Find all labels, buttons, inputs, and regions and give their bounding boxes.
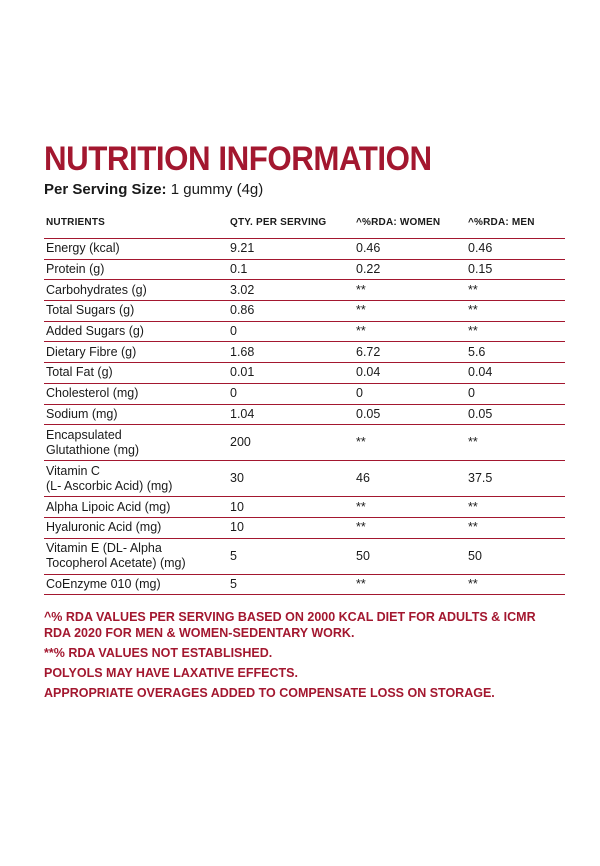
cell-nutrient: Added Sugars (g) <box>44 321 230 342</box>
header-nutrients: NUTRIENTS <box>44 214 230 239</box>
page-title: NUTRITION INFORMATION <box>44 140 432 178</box>
cell-rda-men: ** <box>468 321 565 342</box>
serving-size <box>44 180 564 200</box>
cell-qty: 3.02 <box>230 280 356 301</box>
table-row <box>44 538 565 574</box>
cell-rda-men: 5.6 <box>468 342 565 363</box>
cell-rda-women: ** <box>356 497 468 518</box>
cell-qty: 0.01 <box>230 363 356 384</box>
footnote: APPROPRIATE OVERAGES ADDED TO COMPENSATE LOSS ON STORAGE. <box>44 686 495 701</box>
cell-rda-men: 0.04 <box>468 363 565 384</box>
table-row <box>44 301 565 322</box>
cell-rda-men: 0.15 <box>468 259 565 280</box>
cell-nutrient: Protein (g) <box>44 259 230 280</box>
header-rda-men: ^%RDA: MEN <box>468 214 565 239</box>
table-row <box>44 259 565 280</box>
cell-rda-men: 0 <box>468 383 565 404</box>
cell-rda-women: 46 <box>356 461 468 497</box>
table-row <box>44 461 565 497</box>
table-row <box>44 239 565 260</box>
table-row <box>44 342 565 363</box>
cell-nutrient: Vitamin E (DL- Alpha Tocopherol Acetate) (mg) <box>44 538 230 574</box>
cell-nutrient: Sodium (mg) <box>44 404 230 425</box>
cell-rda-women: 0.46 <box>356 239 468 260</box>
cell-rda-women: ** <box>356 301 468 322</box>
footnote: **% RDA VALUES NOT ESTABLISHED. <box>44 646 273 661</box>
cell-qty: 200 <box>230 425 356 461</box>
cell-qty: 9.21 <box>230 239 356 260</box>
cell-nutrient: Total Sugars (g) <box>44 301 230 322</box>
cell-rda-men: ** <box>468 425 565 461</box>
table-body <box>44 239 565 595</box>
table-row <box>44 321 565 342</box>
cell-rda-women: ** <box>356 574 468 595</box>
cell-qty: 1.04 <box>230 404 356 425</box>
footnote: ^% RDA VALUES PER SERVING BASED ON 2000 KCAL DIET FOR ADULTS & ICMR RDA 2020 FOR MEN & WOMEN-SEDENTARY WORK. <box>44 610 536 641</box>
cell-qty: 10 <box>230 497 356 518</box>
cell-qty: 5 <box>230 574 356 595</box>
cell-rda-men: ** <box>468 301 565 322</box>
cell-qty: 1.68 <box>230 342 356 363</box>
cell-rda-men: 0.05 <box>468 404 565 425</box>
cell-nutrient: Alpha Lipoic Acid (mg) <box>44 497 230 518</box>
cell-nutrient: Cholesterol (mg) <box>44 383 230 404</box>
cell-rda-women: 6.72 <box>356 342 468 363</box>
table-row <box>44 280 565 301</box>
table-row <box>44 497 565 518</box>
footnotes <box>44 609 564 701</box>
table-row <box>44 363 565 384</box>
serving-size-label: Per Serving Size: <box>44 181 167 198</box>
cell-rda-women: 0 <box>356 383 468 404</box>
cell-nutrient: Hyaluronic Acid (mg) <box>44 517 230 538</box>
cell-rda-men: ** <box>468 497 565 518</box>
cell-rda-men: 37.5 <box>468 461 565 497</box>
cell-rda-women: 50 <box>356 538 468 574</box>
cell-nutrient: CoEnzyme 010 (mg) <box>44 574 230 595</box>
cell-rda-men: ** <box>468 280 565 301</box>
cell-qty: 10 <box>230 517 356 538</box>
cell-rda-women: ** <box>356 321 468 342</box>
cell-nutrient: Carbohydrates (g) <box>44 280 230 301</box>
cell-nutrient: Energy (kcal) <box>44 239 230 260</box>
cell-rda-women: 0.05 <box>356 404 468 425</box>
cell-rda-men: 0.46 <box>468 239 565 260</box>
cell-rda-women: ** <box>356 517 468 538</box>
cell-nutrient: Dietary Fibre (g) <box>44 342 230 363</box>
header-qty-per-serving: QTY. PER SERVING <box>230 214 356 239</box>
table-row <box>44 383 565 404</box>
cell-qty: 5 <box>230 538 356 574</box>
table-row <box>44 517 565 538</box>
cell-rda-men: ** <box>468 574 565 595</box>
cell-nutrient: Vitamin C (L- Ascorbic Acid) (mg) <box>44 461 230 497</box>
footnote: POLYOLS MAY HAVE LAXATIVE EFFECTS. <box>44 666 298 681</box>
table-row <box>44 425 565 461</box>
cell-nutrient: Encapsulated Glutathione (mg) <box>44 425 230 461</box>
table-row <box>44 574 565 595</box>
table-row <box>44 404 565 425</box>
cell-qty: 0.1 <box>230 259 356 280</box>
cell-rda-women: ** <box>356 425 468 461</box>
cell-qty: 0.86 <box>230 301 356 322</box>
cell-rda-women: 0.04 <box>356 363 468 384</box>
cell-rda-women: ** <box>356 280 468 301</box>
cell-qty: 30 <box>230 461 356 497</box>
cell-rda-women: 0.22 <box>356 259 468 280</box>
serving-size-value: 1 gummy (4g) <box>170 181 264 198</box>
cell-rda-men: ** <box>468 517 565 538</box>
cell-nutrient: Total Fat (g) <box>44 363 230 384</box>
cell-rda-men: 50 <box>468 538 565 574</box>
header-rda-women: ^%RDA: WOMEN <box>356 214 468 239</box>
cell-qty: 0 <box>230 321 356 342</box>
nutrition-table <box>44 214 565 595</box>
cell-qty: 0 <box>230 383 356 404</box>
table-header-row <box>44 214 565 239</box>
nutrition-panel <box>44 140 564 705</box>
